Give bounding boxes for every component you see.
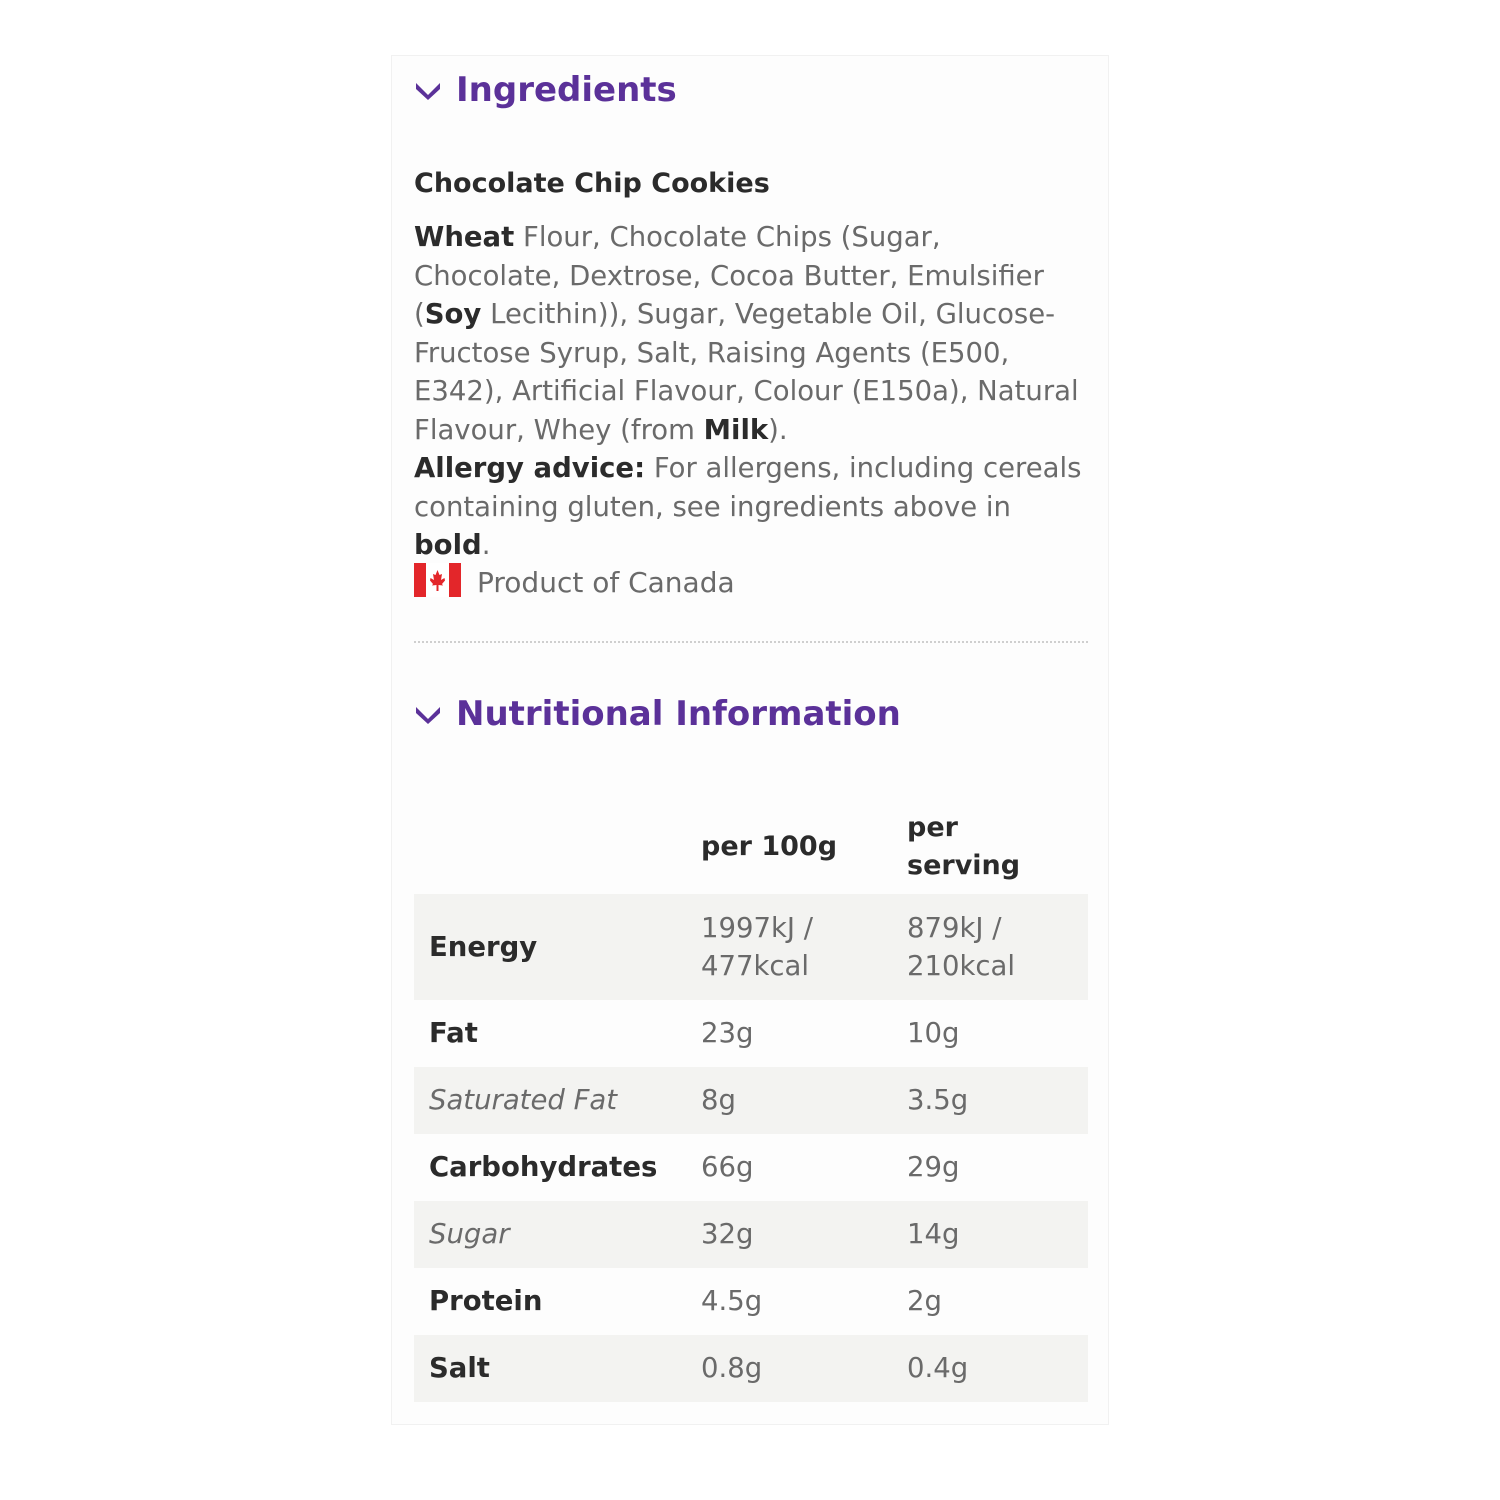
product-name: Chocolate Chip Cookies [414, 168, 770, 199]
product-origin [414, 563, 735, 601]
nutrition-table [414, 800, 1088, 1402]
allergy-label: Allergy advice: [414, 452, 646, 484]
nutrition-row [414, 1201, 1088, 1268]
allergy-end: . [481, 529, 491, 561]
value-per-serving: 29g [907, 1151, 960, 1184]
column-header-per-100g: per 100g [701, 831, 838, 862]
ingredient-text-part: Flour, Chocolate Chips (Sugar, Chocolate, Dextrose, Cocoa Butter, Emulsifier ( [414, 221, 1044, 330]
value-per-100g: 4.5g [701, 1285, 763, 1318]
value-per-serving: 879kJ / 210kcal [889, 894, 1088, 1000]
nutrient-name: Saturated Fat [414, 1067, 686, 1134]
nutrient-name: Sugar [414, 1201, 686, 1268]
value-per-100g: 23g [701, 1017, 754, 1050]
nutrition-row [414, 1067, 1088, 1134]
nutrient-name: Energy [414, 894, 686, 1000]
value-per-100g: 66g [701, 1151, 754, 1184]
value-per-serving: 0.4g [889, 1335, 1088, 1402]
nutrition-header-row [414, 800, 1088, 894]
ingredients-title: Ingredients [456, 70, 677, 110]
nutrient-name: Protein [429, 1285, 543, 1318]
nutrient-name: Carbohydrates [429, 1151, 658, 1184]
nutrient-name: Salt [414, 1335, 686, 1402]
nutrition-row [414, 1000, 1088, 1067]
ingredients-accordion-toggle[interactable] [414, 70, 677, 110]
allergy-bold: bold [414, 529, 482, 561]
allergy-text: For allergens, including cereals containing gluten, see ingredients above in [414, 452, 1082, 523]
chevron-down-icon [414, 694, 442, 734]
nutrition-row [414, 894, 1088, 1000]
section-divider [414, 641, 1088, 643]
value-per-serving: 10g [907, 1017, 960, 1050]
value-per-100g: 0.8g [686, 1335, 889, 1402]
value-per-serving: 14g [889, 1201, 1088, 1268]
allergen-word: Wheat [414, 221, 515, 253]
nutrition-row [414, 1134, 1088, 1201]
canada-flag-icon [414, 563, 461, 601]
column-header-per-serving: per serving [907, 812, 1021, 881]
value-per-100g: 8g [686, 1067, 889, 1134]
column-header-nutrient [414, 800, 686, 894]
ingredients-text [414, 218, 1090, 565]
allergen-word: Soy [424, 298, 482, 330]
ingredient-text-part: ). [768, 413, 788, 446]
nutrition-accordion-toggle[interactable] [414, 694, 901, 734]
nutrition-row [414, 1268, 1088, 1335]
value-per-100g: 1997kJ / 477kcal [686, 894, 889, 1000]
nutrition-row [414, 1335, 1088, 1402]
value-per-100g: 32g [686, 1201, 889, 1268]
chevron-down-icon [414, 70, 442, 110]
origin-label: Product of Canada [477, 565, 735, 599]
allergen-word: Milk [703, 413, 769, 446]
nutrition-title: Nutritional Information [456, 694, 901, 734]
value-per-serving: 2g [907, 1285, 942, 1318]
value-per-serving: 3.5g [889, 1067, 1088, 1134]
ingredient-text-part: Lecithin)), Sugar, Vegetable Oil, Glucose-Fructose Syrup, Salt, Raising Agents (E500, E342), Artificial Flavour, Colour (E150a), Natural Flavour, Whey (from [414, 298, 1079, 446]
nutrient-name: Fat [429, 1017, 478, 1050]
